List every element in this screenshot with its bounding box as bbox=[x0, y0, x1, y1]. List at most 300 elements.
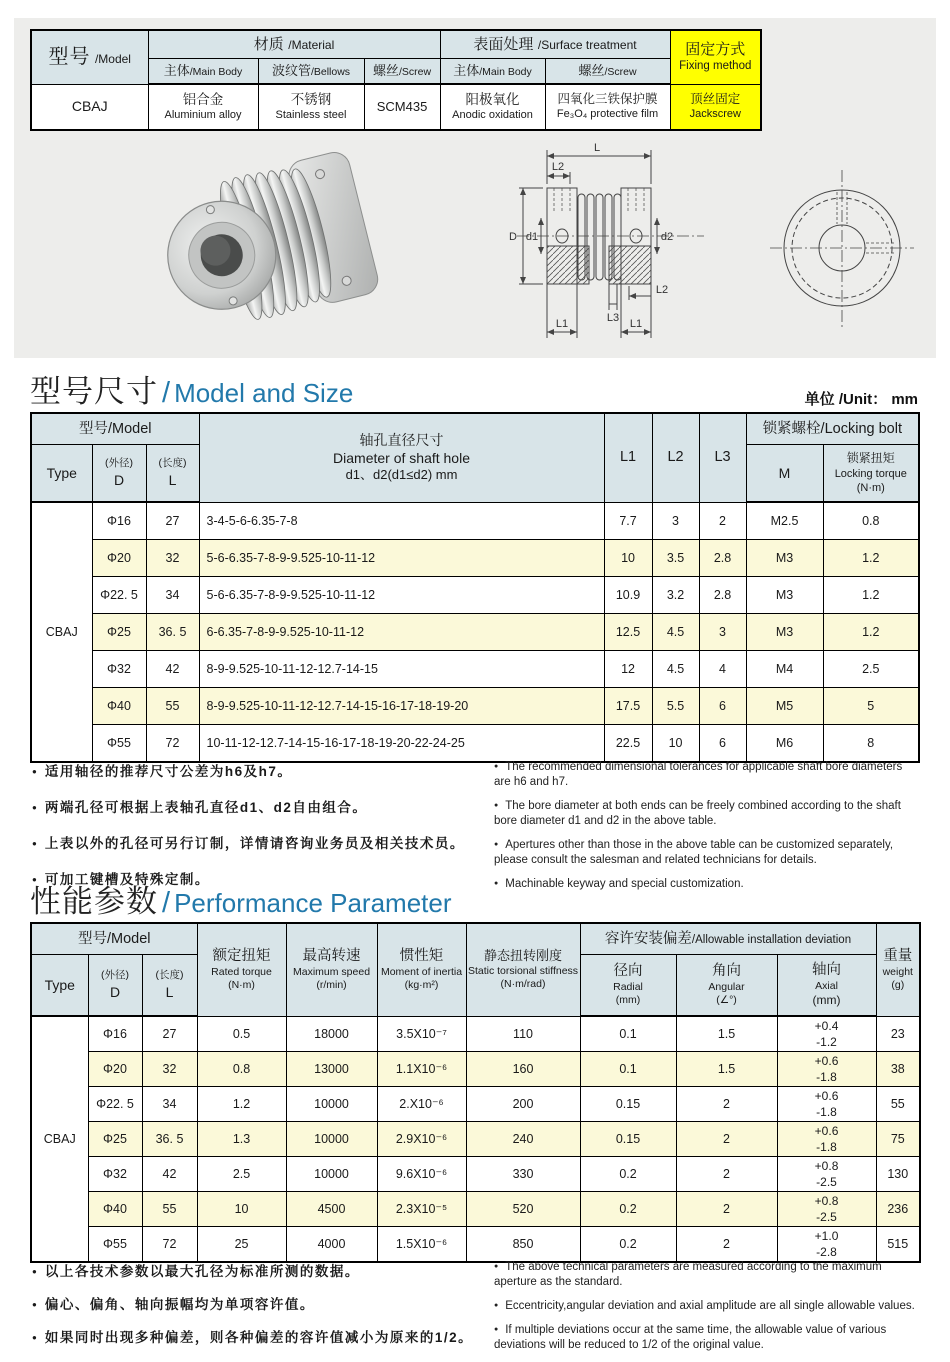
axial-plus: +0.8 bbox=[814, 1193, 839, 1208]
perf-row bbox=[31, 1087, 920, 1122]
sub-main-body-zh: 主体 bbox=[163, 63, 190, 78]
l-note: (长度) bbox=[155, 969, 184, 982]
perf-weight: 55 bbox=[876, 1087, 920, 1122]
weight-en: weight bbox=[882, 965, 913, 978]
perf-speed: 4500 bbox=[286, 1192, 377, 1227]
perf-l: 34 bbox=[142, 1087, 197, 1122]
performance-table bbox=[30, 922, 921, 1263]
perf-axial bbox=[777, 1227, 876, 1263]
product-photo bbox=[162, 136, 397, 346]
perf-d: Φ20 bbox=[88, 1052, 142, 1087]
size-torque: 1.2 bbox=[823, 614, 919, 651]
axial-plus: +0.8 bbox=[814, 1158, 839, 1173]
stiffness-zh: 静态扭转刚度 bbox=[484, 947, 563, 963]
spec-fixing-value bbox=[670, 84, 761, 130]
stiffness-unit: (N·m/rad) bbox=[500, 978, 546, 991]
spec-table bbox=[30, 29, 762, 131]
spec-subheader-screw2 bbox=[545, 59, 670, 85]
perf-axial bbox=[777, 1016, 876, 1052]
perf-header-radial bbox=[580, 955, 676, 1017]
size-section-title bbox=[30, 366, 353, 411]
size-torque: 8 bbox=[823, 725, 919, 763]
d-note: (外径) bbox=[105, 457, 133, 470]
note-item: ● 以上各技术参数以最大孔径为标准所测的数据。 bbox=[32, 1260, 494, 1280]
size-d: Φ25 bbox=[92, 614, 146, 651]
perf-weight: 23 bbox=[876, 1016, 920, 1052]
perf-header-inertia bbox=[377, 923, 466, 1016]
perf-radial: 0.1 bbox=[580, 1052, 676, 1087]
weight-unit: (g) bbox=[891, 979, 905, 992]
perf-speed: 13000 bbox=[286, 1052, 377, 1087]
axial-unit: (mm) bbox=[812, 993, 841, 1008]
speed-zh: 最高转速 bbox=[302, 947, 361, 964]
size-m: M3 bbox=[746, 577, 823, 614]
size-header-L3: L3 bbox=[699, 413, 746, 502]
size-title-zh: 型号尺寸 bbox=[30, 374, 158, 409]
perf-axial bbox=[777, 1052, 876, 1087]
sub-main-body-en: /Main Body bbox=[189, 66, 243, 78]
axial-zh: 轴向 bbox=[812, 961, 842, 978]
sub-bellows-en: /Bellows bbox=[310, 66, 351, 78]
technical-drawing bbox=[469, 134, 744, 354]
size-l2: 10 bbox=[652, 725, 699, 763]
perf-notes-zh bbox=[32, 1260, 494, 1362]
perf-stiffness: 850 bbox=[466, 1227, 580, 1263]
size-d: Φ20 bbox=[92, 540, 146, 577]
sub-screw-zh: 螺丝 bbox=[372, 63, 399, 78]
perf-radial: 0.15 bbox=[580, 1122, 676, 1157]
perf-stiffness: 200 bbox=[466, 1087, 580, 1122]
perf-torque: 1.3 bbox=[197, 1122, 286, 1157]
spec-header-model-en: /Model bbox=[94, 51, 131, 66]
perf-l: 27 bbox=[142, 1016, 197, 1052]
surface-main-en: Anodic oxidation bbox=[452, 108, 533, 121]
size-holes: 8-9-9.525-10-11-12-12.7-14-15 bbox=[199, 651, 604, 688]
perf-d: Φ32 bbox=[88, 1157, 142, 1192]
perf-inertia: 2.X10⁻⁶ bbox=[377, 1087, 466, 1122]
perf-header-type: Type bbox=[31, 955, 88, 1017]
size-m: M6 bbox=[746, 725, 823, 763]
size-l3: 4 bbox=[699, 651, 746, 688]
perf-stiffness: 160 bbox=[466, 1052, 580, 1087]
perf-title-zh: 性能参数 bbox=[30, 884, 158, 919]
size-holes: 8-9-9.525-10-11-12-12.7-14-15-16-17-18-19-20 bbox=[199, 688, 604, 725]
size-l2: 3 bbox=[652, 502, 699, 540]
sub-screw-en: /Screw bbox=[398, 66, 432, 78]
spec-main-body-value bbox=[148, 84, 258, 130]
note-item: ● 偏心、偏角、轴向振幅均为单项容许值。 bbox=[32, 1293, 494, 1313]
axial-plus: +0.6 bbox=[814, 1053, 839, 1068]
size-torque: 5 bbox=[823, 688, 919, 725]
torque-unit: (N·m) bbox=[228, 979, 255, 992]
perf-inertia: 2.3X10⁻⁵ bbox=[377, 1192, 466, 1227]
sub-bellows-zh: 波纹管 bbox=[271, 63, 311, 78]
size-holes: 5-6-6.35-7-8-9-9.525-10-11-12 bbox=[199, 577, 604, 614]
angular-zh: 角向 bbox=[712, 962, 742, 979]
perf-type-value: CBAJ bbox=[31, 1016, 88, 1262]
unit-label: 单位 /Unit： mm bbox=[804, 391, 918, 408]
stiffness-en: Static torsional stiffness bbox=[467, 964, 579, 977]
size-d: Φ55 bbox=[92, 725, 146, 763]
dia-range: d1、d2(d1≤d2) mm bbox=[345, 467, 458, 483]
axial-minus: -1.8 bbox=[816, 1105, 837, 1119]
size-row bbox=[31, 502, 919, 540]
size-l: 32 bbox=[146, 540, 199, 577]
perf-notes-en bbox=[494, 1260, 920, 1362]
note-item: ● Eccentricity,angular deviation and axial amplitude are all single allowable values. bbox=[494, 1299, 920, 1314]
sub-screw2-zh: 螺丝 bbox=[578, 63, 605, 78]
sub-screw2-en: /Screw bbox=[604, 66, 637, 78]
size-l1: 17.5 bbox=[604, 688, 652, 725]
size-d: Φ32 bbox=[92, 651, 146, 688]
size-l3: 2.8 bbox=[699, 540, 746, 577]
perf-radial: 0.2 bbox=[580, 1192, 676, 1227]
size-l: 34 bbox=[146, 577, 199, 614]
radial-en: Radial bbox=[613, 980, 643, 993]
perf-torque: 0.8 bbox=[197, 1052, 286, 1087]
size-row bbox=[31, 540, 919, 577]
spec-header-model-zh: 型号 bbox=[48, 45, 91, 68]
perf-header-weight bbox=[876, 923, 920, 1016]
size-l1: 12.5 bbox=[604, 614, 652, 651]
size-header-type: Type bbox=[31, 445, 92, 503]
spec-surface-screw-value bbox=[545, 84, 670, 130]
perf-weight: 75 bbox=[876, 1122, 920, 1157]
left-section-hatch bbox=[547, 246, 589, 284]
angular-en: Angular bbox=[708, 980, 745, 993]
perf-angular: 2 bbox=[676, 1122, 777, 1157]
perf-row bbox=[31, 1192, 920, 1227]
perf-speed: 4000 bbox=[286, 1227, 377, 1263]
l-letter: L bbox=[165, 983, 174, 1000]
size-l1: 22.5 bbox=[604, 725, 652, 763]
size-d: Φ40 bbox=[92, 688, 146, 725]
speed-en: Maximum speed bbox=[293, 965, 371, 978]
size-torque: 0.8 bbox=[823, 502, 919, 540]
spec-header-model bbox=[31, 30, 148, 84]
axial-plus: +0.4 bbox=[814, 1018, 839, 1033]
size-row bbox=[31, 725, 919, 763]
perf-row bbox=[31, 1016, 920, 1052]
size-l1: 10 bbox=[604, 540, 652, 577]
perf-torque: 1.2 bbox=[197, 1087, 286, 1122]
size-header-l bbox=[146, 445, 199, 503]
size-torque: 2.5 bbox=[823, 651, 919, 688]
spec-header-surface-group bbox=[440, 30, 670, 59]
note-item: ● Apertures other than those in the above table can be customized separately, please consult the salesman and related technicians for details. bbox=[494, 838, 920, 868]
torque-en: Rated torque bbox=[211, 965, 272, 978]
axial-minus: -2.8 bbox=[816, 1245, 837, 1259]
perf-header-angular bbox=[676, 955, 777, 1017]
perf-notes bbox=[32, 1260, 920, 1362]
note-item: ● 适用轴径的推荐尺寸公差为h6及h7。 bbox=[32, 760, 494, 780]
perf-l: 72 bbox=[142, 1227, 197, 1263]
spec-subheader-main-body bbox=[148, 59, 258, 85]
spec-surface-main-value bbox=[440, 84, 545, 130]
d-note: (外径) bbox=[101, 969, 129, 982]
perf-angular: 2 bbox=[676, 1192, 777, 1227]
size-type-value: CBAJ bbox=[31, 502, 92, 762]
spec-model-value: CBAJ bbox=[31, 84, 148, 130]
size-torque: 1.2 bbox=[823, 577, 919, 614]
bellows-en: Stainless steel bbox=[275, 108, 347, 121]
size-d: Φ22. 5 bbox=[92, 577, 146, 614]
size-table bbox=[30, 412, 920, 763]
dim-label-L: L bbox=[593, 142, 601, 154]
screw-holes bbox=[554, 188, 644, 212]
deviation-group-en: /Allowable installation deviation bbox=[691, 933, 852, 946]
perf-torque: 0.5 bbox=[197, 1016, 286, 1052]
radial-zh: 径向 bbox=[613, 962, 643, 979]
axial-minus: -2.5 bbox=[816, 1210, 837, 1224]
axial-minus: -1.2 bbox=[816, 1035, 837, 1049]
main-body-en: Aluminium alloy bbox=[164, 108, 242, 121]
size-m: M5 bbox=[746, 688, 823, 725]
dim-label-L1-right: L1 bbox=[629, 318, 643, 330]
size-m: M2.5 bbox=[746, 502, 823, 540]
dim-label-d2: d2 bbox=[660, 231, 674, 243]
perf-header-l bbox=[142, 955, 197, 1017]
axial-plus: +0.6 bbox=[814, 1088, 839, 1103]
perf-angular: 2 bbox=[676, 1157, 777, 1192]
note-item: ● 如果同时出现多种偏差，则各种偏差的容许值减小为原来的1/2。 bbox=[32, 1326, 494, 1346]
l-letter: L bbox=[168, 471, 177, 488]
perf-row bbox=[31, 1122, 920, 1157]
perf-angular: 1.5 bbox=[676, 1016, 777, 1052]
surface-group-zh: 表面处理 bbox=[473, 35, 534, 53]
perf-speed: 18000 bbox=[286, 1016, 377, 1052]
perf-stiffness: 240 bbox=[466, 1122, 580, 1157]
perf-header-model-group: 型号/Model bbox=[31, 923, 197, 955]
perf-header-axial bbox=[777, 955, 876, 1017]
surface-screw-en: Fe₃O₄ protective film bbox=[556, 107, 659, 120]
spec-subheader-main-body2 bbox=[440, 59, 545, 85]
note-item: ● Machinable keyway and special customization. bbox=[494, 877, 920, 892]
perf-inertia: 3.5X10⁻⁷ bbox=[377, 1016, 466, 1052]
dia-en: Diameter of shaft hole bbox=[333, 450, 470, 467]
axial-minus: -1.8 bbox=[816, 1070, 837, 1084]
perf-header-deviation-group bbox=[580, 923, 876, 955]
size-l: 42 bbox=[146, 651, 199, 688]
size-l3: 6 bbox=[699, 725, 746, 763]
material-group-zh: 材质 bbox=[253, 35, 284, 53]
perf-row bbox=[31, 1227, 920, 1263]
perf-inertia: 9.6X10⁻⁶ bbox=[377, 1157, 466, 1192]
perf-weight: 38 bbox=[876, 1052, 920, 1087]
perf-stiffness: 110 bbox=[466, 1016, 580, 1052]
size-header-L2: L2 bbox=[652, 413, 699, 502]
size-l: 27 bbox=[146, 502, 199, 540]
deviation-group-zh: 容许安装偏差 bbox=[604, 930, 692, 947]
dim-label-D: D bbox=[509, 231, 517, 243]
sub-main-body2-en: /Main Body bbox=[479, 66, 532, 78]
size-l: 72 bbox=[146, 725, 199, 763]
axial-en: Axial bbox=[815, 979, 838, 992]
size-m: M4 bbox=[746, 651, 823, 688]
spec-header-fixing bbox=[670, 30, 761, 84]
size-l: 36. 5 bbox=[146, 614, 199, 651]
perf-torque: 2.5 bbox=[197, 1157, 286, 1192]
perf-axial bbox=[777, 1087, 876, 1122]
perf-d: Φ22. 5 bbox=[88, 1087, 142, 1122]
perf-weight: 130 bbox=[876, 1157, 920, 1192]
size-holes: 6-6.35-7-8-9-9.525-10-11-12 bbox=[199, 614, 604, 651]
size-header-m: M bbox=[746, 445, 823, 503]
size-l3: 3 bbox=[699, 614, 746, 651]
note-item: ● If multiple deviations occur at the same time, the allowable value of various deviations will be reduced to 1/2 of the original value. bbox=[494, 1323, 920, 1353]
perf-angular: 1.5 bbox=[676, 1052, 777, 1087]
perf-row bbox=[31, 1157, 920, 1192]
top-panel bbox=[14, 18, 936, 358]
size-l2: 5.5 bbox=[652, 688, 699, 725]
spec-subheader-screw bbox=[364, 59, 440, 85]
torque-zh: 额定扭矩 bbox=[212, 947, 271, 964]
perf-speed: 10000 bbox=[286, 1157, 377, 1192]
size-header-L1: L1 bbox=[604, 413, 652, 502]
perf-header-torque bbox=[197, 923, 286, 1016]
axial-minus: -2.5 bbox=[816, 1175, 837, 1189]
surface-main-zh: 阳极氧化 bbox=[465, 91, 520, 107]
perf-d: Φ40 bbox=[88, 1192, 142, 1227]
perf-section-title bbox=[30, 876, 452, 921]
spec-screw-value: SCM435 bbox=[364, 84, 440, 130]
size-l1: 10.9 bbox=[604, 577, 652, 614]
perf-axial bbox=[777, 1157, 876, 1192]
size-header-torque bbox=[823, 445, 919, 503]
perf-radial: 0.2 bbox=[580, 1227, 676, 1263]
perf-weight: 515 bbox=[876, 1227, 920, 1263]
note-item: ● The above technical parameters are measured according to the maximum aperture as the standard. bbox=[494, 1260, 920, 1290]
size-l3: 2.8 bbox=[699, 577, 746, 614]
size-holes: 10-11-12-12.7-14-15-16-17-18-19-20-22-24-25 bbox=[199, 725, 604, 763]
right-section-hatch bbox=[609, 246, 651, 284]
main-body-zh: 铝合金 bbox=[182, 91, 224, 107]
perf-title-separator: / bbox=[162, 887, 171, 919]
surface-screw-zh: 四氧化三铁保护膜 bbox=[557, 92, 658, 107]
inertia-unit: (kg·m²) bbox=[404, 979, 439, 992]
size-holes: 5-6-6.35-7-8-9-9.525-10-11-12 bbox=[199, 540, 604, 577]
size-row bbox=[31, 688, 919, 725]
perf-title-en: Performance Parameter bbox=[174, 888, 452, 918]
note-item: ● The bore diameter at both ends can be freely combined according to the shaft bore diameter d1 and d2 in the above table. bbox=[494, 799, 920, 829]
size-holes: 3-4-5-6-6.35-7-8 bbox=[199, 502, 604, 540]
perf-l: 36. 5 bbox=[142, 1122, 197, 1157]
fixing-header-zh: 固定方式 bbox=[685, 40, 746, 58]
torque-en: Locking torque bbox=[834, 467, 907, 480]
spec-header-material-group bbox=[148, 30, 440, 59]
perf-inertia: 1.5X10⁻⁶ bbox=[377, 1227, 466, 1263]
size-m: M3 bbox=[746, 540, 823, 577]
perf-weight: 236 bbox=[876, 1192, 920, 1227]
spec-bellows-value bbox=[258, 84, 364, 130]
size-header-diameter bbox=[199, 413, 604, 502]
size-row bbox=[31, 577, 919, 614]
size-l2: 4.5 bbox=[652, 651, 699, 688]
axial-plus: +0.6 bbox=[814, 1123, 839, 1138]
size-l1: 12 bbox=[604, 651, 652, 688]
size-l: 55 bbox=[146, 688, 199, 725]
perf-radial: 0.15 bbox=[580, 1087, 676, 1122]
size-l2: 4.5 bbox=[652, 614, 699, 651]
perf-radial: 0.1 bbox=[580, 1016, 676, 1052]
size-l3: 6 bbox=[699, 688, 746, 725]
perf-header-d bbox=[88, 955, 142, 1017]
size-title-separator: / bbox=[162, 377, 171, 409]
perf-angular: 2 bbox=[676, 1227, 777, 1263]
size-l2: 3.2 bbox=[652, 577, 699, 614]
size-header-model-group: 型号/Model bbox=[31, 413, 199, 445]
perf-d: Φ25 bbox=[88, 1122, 142, 1157]
perf-angular: 2 bbox=[676, 1087, 777, 1122]
d-letter: D bbox=[109, 983, 121, 1000]
perf-row bbox=[31, 1052, 920, 1087]
material-group-en: /Material bbox=[288, 37, 335, 52]
size-notes-en bbox=[494, 760, 920, 904]
dim-label-L1-left: L1 bbox=[555, 318, 569, 330]
note-item: ● 可加工键槽及特殊定制。 bbox=[32, 868, 494, 888]
perf-d: Φ16 bbox=[88, 1016, 142, 1052]
size-l2: 3.5 bbox=[652, 540, 699, 577]
perf-stiffness: 330 bbox=[466, 1157, 580, 1192]
perf-header-stiffness bbox=[466, 923, 580, 1016]
perf-l: 42 bbox=[142, 1157, 197, 1192]
note-item: ● 上表以外的孔径可另行订制，详情请咨询业务员及相关技术员。 bbox=[32, 832, 494, 852]
perf-radial: 0.2 bbox=[580, 1157, 676, 1192]
perf-torque: 10 bbox=[197, 1192, 286, 1227]
size-header-d bbox=[92, 445, 146, 503]
size-torque: 1.2 bbox=[823, 540, 919, 577]
dia-zh: 轴孔直径尺寸 bbox=[359, 432, 444, 449]
bellows-zh: 不锈钢 bbox=[290, 91, 332, 107]
size-row bbox=[31, 651, 919, 688]
d-letter: D bbox=[113, 471, 125, 488]
weight-zh: 重量 bbox=[883, 947, 913, 964]
perf-axial bbox=[777, 1192, 876, 1227]
size-l1: 7.7 bbox=[604, 502, 652, 540]
end-view-drawing bbox=[766, 164, 918, 334]
dim-label-L2-bottom: L2 bbox=[655, 284, 669, 296]
perf-l: 55 bbox=[142, 1192, 197, 1227]
perf-d: Φ55 bbox=[88, 1227, 142, 1263]
size-m: M3 bbox=[746, 614, 823, 651]
size-title-en: Model and Size bbox=[174, 378, 354, 408]
perf-inertia: 2.9X10⁻⁶ bbox=[377, 1122, 466, 1157]
inertia-en: Moment of inertia bbox=[380, 965, 463, 978]
perf-speed: 10000 bbox=[286, 1087, 377, 1122]
perf-inertia: 1.1X10⁻⁶ bbox=[377, 1052, 466, 1087]
surface-group-en: /Surface treatment bbox=[537, 37, 637, 52]
dim-label-L2-top: L2 bbox=[551, 161, 565, 173]
speed-unit: (r/min) bbox=[316, 979, 347, 992]
axial-minus: -1.8 bbox=[816, 1140, 837, 1154]
sub-main-body2-zh: 主体 bbox=[453, 63, 480, 78]
size-d: Φ16 bbox=[92, 502, 146, 540]
perf-l: 32 bbox=[142, 1052, 197, 1087]
axial-plus: +1.0 bbox=[814, 1228, 839, 1243]
l-note: (长度) bbox=[158, 457, 187, 470]
perf-speed: 10000 bbox=[286, 1122, 377, 1157]
tapped-holes bbox=[837, 192, 896, 253]
dim-label-d1: d1 bbox=[525, 231, 539, 243]
fixing-header-en: Fixing method bbox=[679, 60, 752, 73]
dim-label-L3: L3 bbox=[606, 312, 620, 324]
note-item: ● The recommended dimensional tolerances for applicable shaft bore diameters are h6 and h7. bbox=[494, 760, 920, 790]
angular-unit: (∠°) bbox=[716, 994, 737, 1007]
size-header-locking-group: 锁紧螺栓/Locking bolt bbox=[746, 413, 919, 445]
inertia-zh: 惯性矩 bbox=[399, 947, 444, 964]
size-l3: 2 bbox=[699, 502, 746, 540]
perf-torque: 25 bbox=[197, 1227, 286, 1263]
